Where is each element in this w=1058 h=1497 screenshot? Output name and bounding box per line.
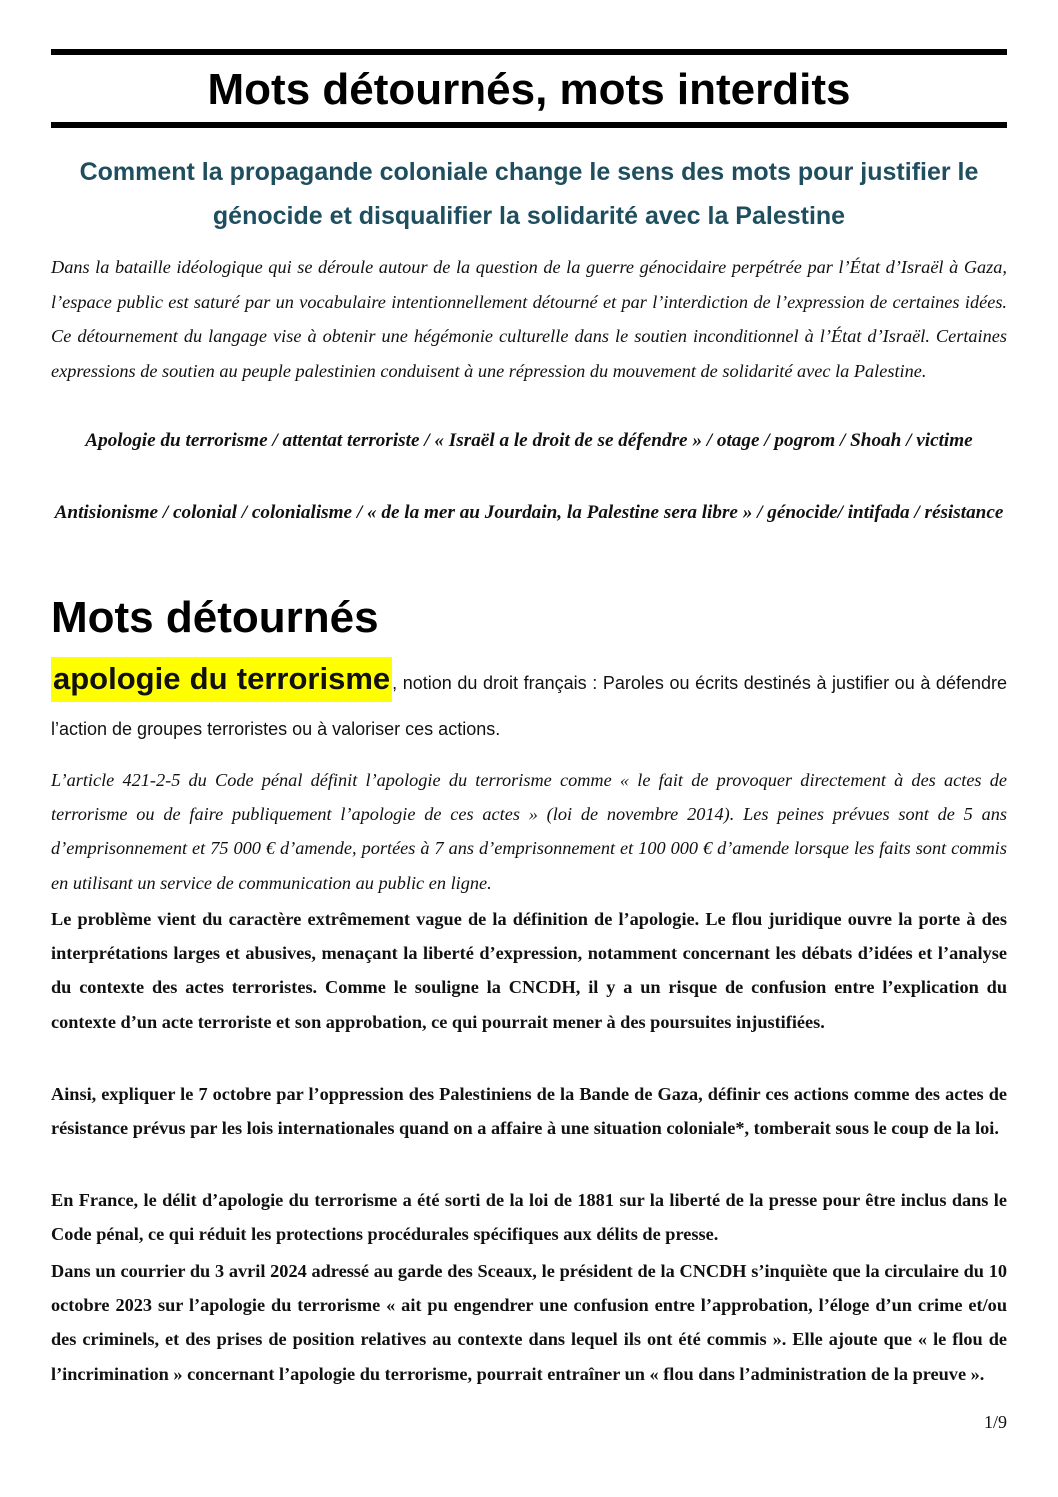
title-bottom-rule — [51, 122, 1007, 128]
highlighted-term: apologie du terrorisme — [51, 657, 392, 702]
article-paragraph: L’article 421-2-5 du Code pénal définit l’apologie du terrorisme comme « le fait de provoquer directement à des actes de terrorisme ou de faire publiquement l’apologie de ces actes » (loi de novembre 2014). Les peines prévues sont de 5 ans d’emprisonnement et 75 000 € d’amende, portées à 7 ans d’emprisonnement et 100 000 € d’amende lorsque les faits sont commis en utilisant un service de communication au public en ligne. — [51, 770, 1007, 893]
term-definition — [51, 656, 1007, 752]
body-paragraph-4: Dans un courrier du 3 avril 2024 adressé au garde des Sceaux, le président de la CNCDH s’inquiète que la circulaire du 10 octobre 2023 sur l’apologie du terrorisme « ait pu engendrer une confusion entre l’approbation, l’éloge d’un crime et/ou des criminels, et des prises de position relatives au contexte dans lequel ils ont été commis ». Elle ajoute que « le flou de l’incrimination » concernant l’apologie du terrorisme, pourrait entraîner un « flou dans l’administration de la preuve ». — [51, 1261, 1007, 1384]
document-title: Mots détournés, mots interdits — [207, 65, 851, 114]
definition-text: , notion du droit français : Paroles ou écrits destinés à justifier ou à défendre l’action de groupes terroristes ou à valoriser ces actions. — [51, 673, 1007, 739]
document-subtitle: Comment la propagande coloniale change le sens des mots pour justifier le génocide et disqualifier la solidarité avec la Palestine — [79, 158, 979, 230]
section-heading: Mots détournés — [51, 593, 379, 642]
intro-paragraph: Dans la bataille idéologique qui se déroule autour de la question de la guerre génocidaire perpétrée par l’État d’Israël à Gaza, l’espace public est saturé par un vocabulaire intentionnellement détourné et par l’interdiction de l’expression de certaines idées. Ce détournement du langage vise à obtenir une hégémonie culturelle dans le soutien inconditionnel à l’État d’Israël. Certaines expressions de soutien au peuple palestinien conduisent à une répression du mouvement de solidarité avec la Palestine. — [51, 257, 1007, 381]
body-paragraph-3: En France, le délit d’apologie du terrorisme a été sorti de la loi de 1881 sur la liberté de la presse pour être inclus dans le Code pénal, ce qui réduit les protections procédurales spécifiques aux délits de presse. — [51, 1190, 1007, 1245]
page-number: 1/9 — [983, 1412, 1007, 1432]
keywords-line-1: Apologie du terrorisme / attentat terroriste / « Israël a le droit de se défendre » / otage / pogrom / Shoah / victime — [85, 430, 973, 451]
title-top-rule — [51, 49, 1007, 55]
keywords-line-2: Antisionisme / colonial / colonialisme / « de la mer au Jourdain, la Palestine sera libre » / génocide/ intifada / résistance — [54, 502, 1004, 523]
body-paragraph-1: Le problème vient du caractère extrêmement vague de la définition de l’apologie. Le flou juridique ouvre la porte à des interprétations larges et abusives, menaçant la liberté d’expression, notamment concernant les débats d’idées et l’analyse du contexte des actes terroristes. Comme le souligne la CNCDH, il y a un risque de confusion entre l’explication du contexte d’un acte terroriste et son approbation, ce qui pourrait mener à des poursuites injustifiées. — [51, 909, 1007, 1032]
body-paragraph-2: Ainsi, expliquer le 7 octobre par l’oppression des Palestiniens de la Bande de Gaza, définir ces actions comme des actes de résistance prévus par les lois internationales quand on a affaire à une situation coloniale*, tomberait sous le coup de la loi. — [51, 1084, 1007, 1139]
